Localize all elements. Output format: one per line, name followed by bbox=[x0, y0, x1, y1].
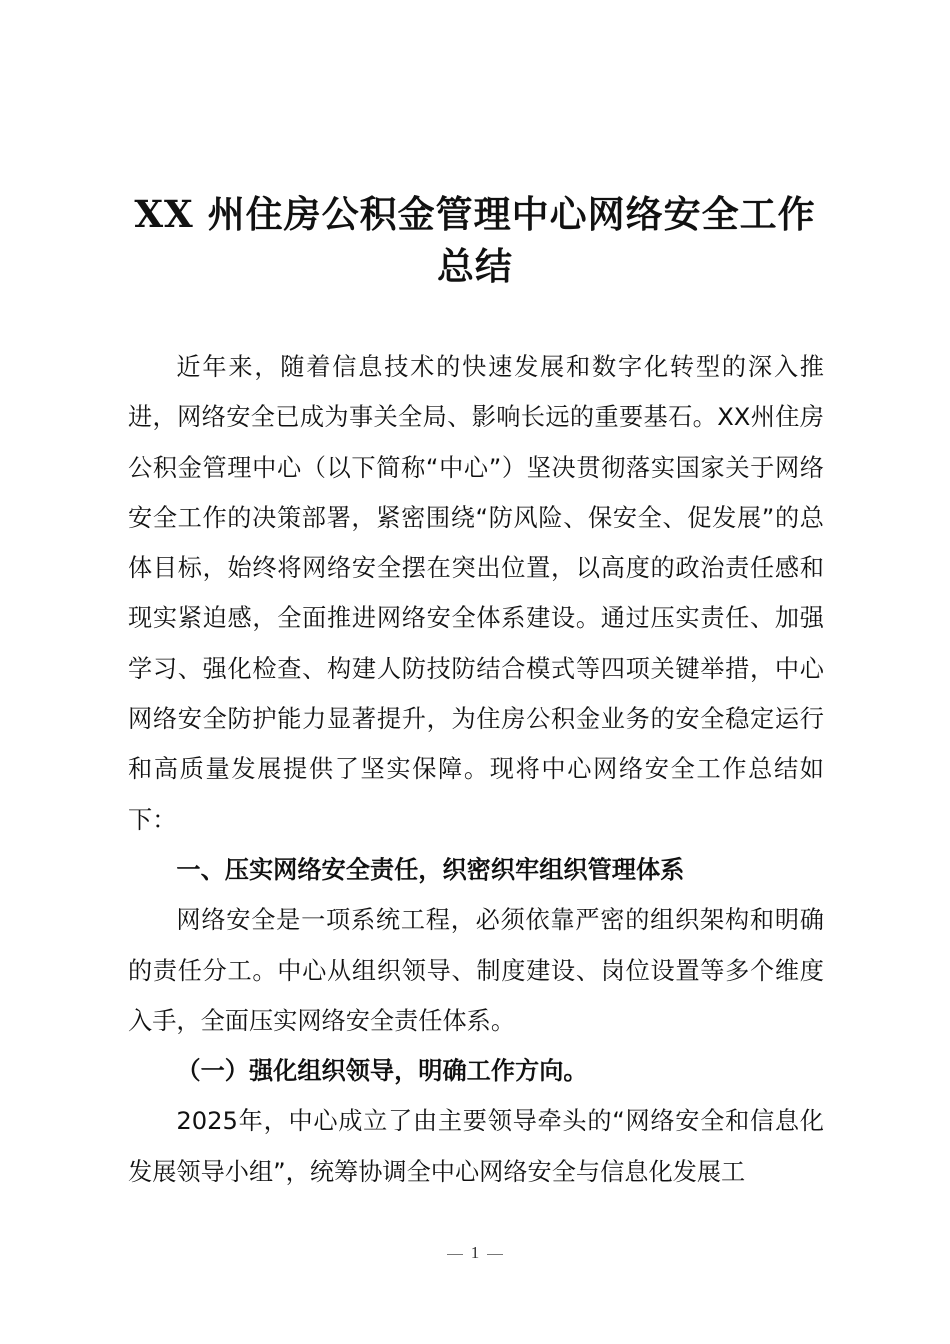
title-line-1: XX 州住房公积金管理中心网络安全工作 bbox=[134, 192, 816, 236]
footer-dash-left bbox=[447, 1254, 463, 1255]
page-number: 1 bbox=[470, 1243, 480, 1262]
subsection-1-paragraph: 2025年，中心成立了由主要领导牵头的“网络安全和信息化发展领导小组”，统筹协调全中心网络安全与信息化发展工 bbox=[128, 1107, 824, 1186]
document-title bbox=[120, 188, 830, 292]
page-footer bbox=[0, 1243, 950, 1263]
subsection-1-heading: （一）强化组织领导，明确工作方向。 bbox=[176, 1057, 588, 1086]
document-body bbox=[128, 342, 824, 1197]
section-1-paragraph: 网络安全是一项系统工程，必须依靠严密的组织架构和明确的责任分工。中心从组织领导、制度建设、岗位设置等多个维度入手，全面压实网络安全责任体系。 bbox=[128, 906, 824, 1035]
section-1-heading: 一、压实网络安全责任，织密织牢组织管理体系 bbox=[176, 855, 685, 884]
intro-paragraph: 近年来，随着信息技术的快速发展和数字化转型的深入推进，网络安全已成为事关全局、影响长远的重要基石。XX州住房公积金管理中心（以下简称“中心”）坚决贯彻落实国家关于网络安全工作的决策部署，紧密围绕“防风险、保安全、促发展”的总体目标，始终将网络安全摆在突出位置，以高度的政治责任感和现实紧迫感，全面推进网络安全体系建设。通过压实责任、加强学习、强化检查、构建人防技防结合模式等四项关键举措，中心网络安全防护能力显著提升，为住房公积金业务的安全稳定运行和高质量发展提供了坚实保障。现将中心网络安全工作总结如下： bbox=[128, 353, 824, 834]
footer-dash-right bbox=[487, 1254, 503, 1255]
title-line-2: 总结 bbox=[437, 244, 513, 288]
